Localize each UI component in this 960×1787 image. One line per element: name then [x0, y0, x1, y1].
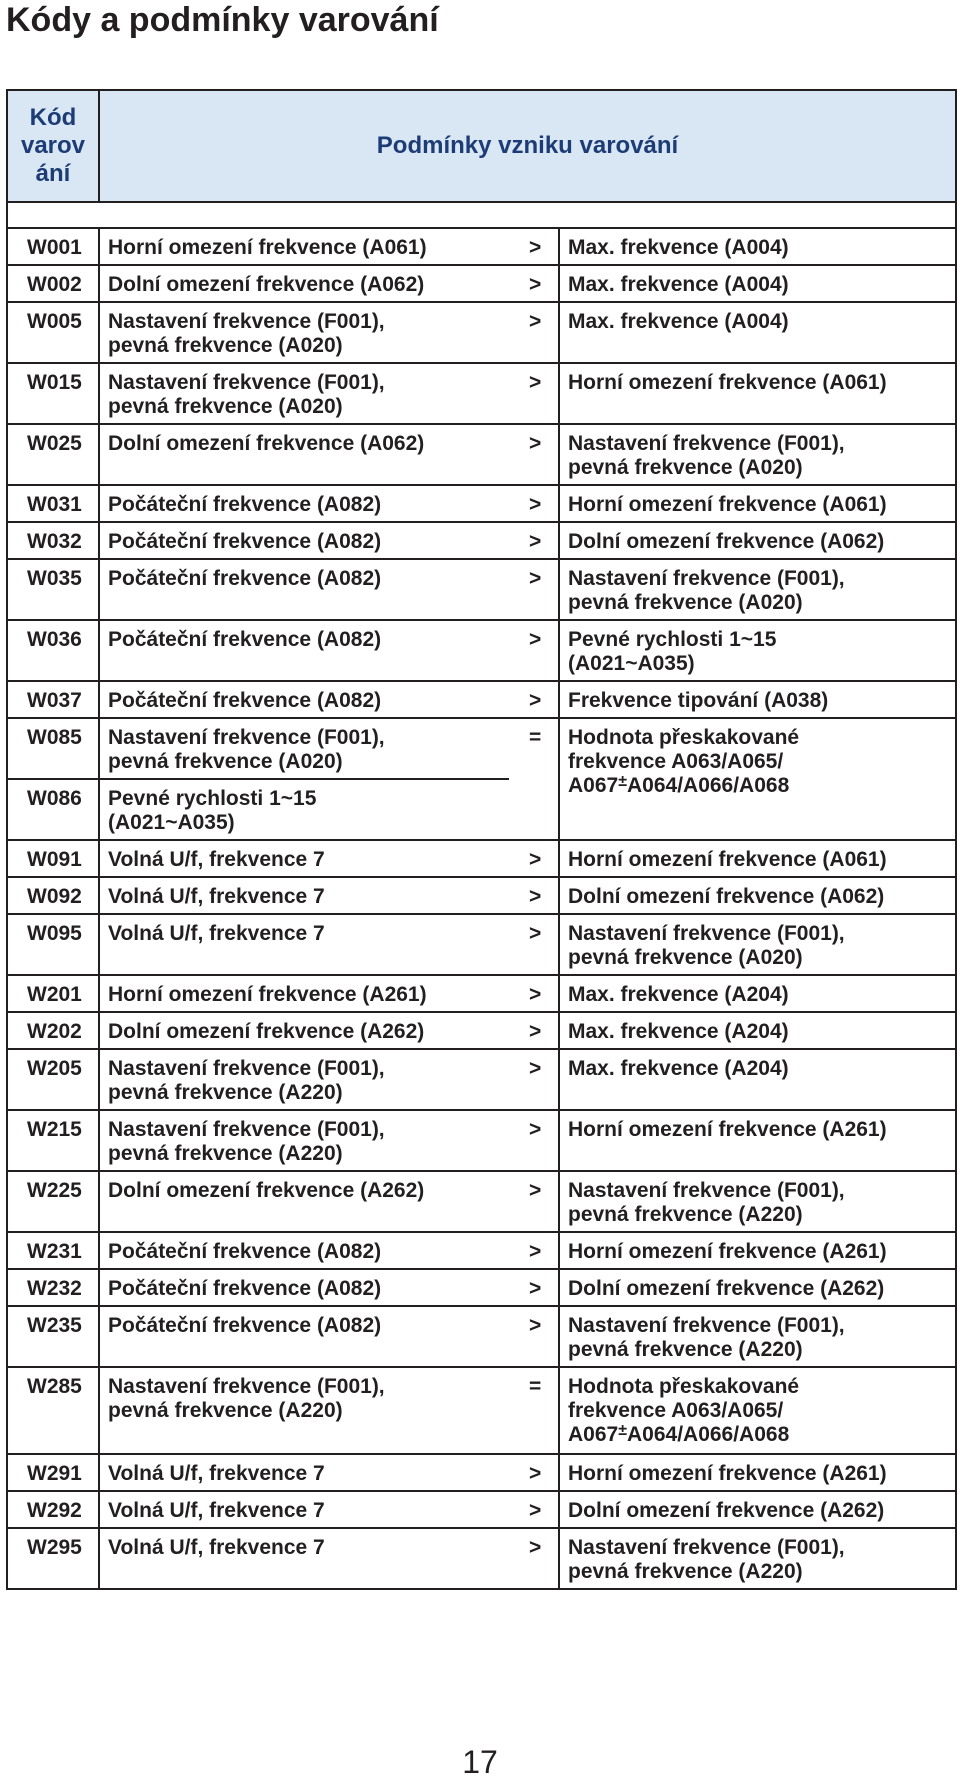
warning-rows [7, 228, 956, 1589]
condition-text: Počáteční frekvence (A082) [99, 1306, 509, 1367]
warning-code: W002 [7, 265, 99, 302]
comparison-operator: > [509, 1528, 559, 1589]
comparison-operator: > [509, 1269, 559, 1306]
limit-value: Nastavení frekvence (F001), pevná frekvence (A020) [559, 559, 956, 620]
warning-code: W215 [7, 1110, 99, 1171]
condition-text: Horní omezení frekvence (A061) [99, 228, 509, 265]
plus-minus-symbol: ± [618, 773, 627, 790]
table-row [7, 1232, 956, 1269]
limit-value: Max. frekvence (A204) [559, 1012, 956, 1049]
limit-value: Max. frekvence (A004) [559, 302, 956, 363]
condition-text: Nastavení frekvence (F001), pevná frekvence (A220) [99, 1049, 509, 1110]
limit-value: Horní omezení frekvence (A061) [559, 363, 956, 424]
comparison-operator: > [509, 1306, 559, 1367]
limit-value-line [568, 1423, 955, 1449]
table-row [7, 1306, 956, 1367]
condition-text: Počáteční frekvence (A082) [99, 559, 509, 620]
limit-value: Max. frekvence (A004) [559, 228, 956, 265]
warning-code: W202 [7, 1012, 99, 1049]
warning-codes-table [6, 89, 957, 1590]
column-header-code: Kód varov ání [7, 90, 99, 202]
condition-text: Nastavení frekvence (F001), pevná frekvence (A020) [99, 718, 509, 779]
limit-value-part: A064/A066/A068 [626, 774, 790, 797]
limit-value-part: A067 [568, 1423, 619, 1446]
warning-code: W235 [7, 1306, 99, 1367]
warning-code: W005 [7, 302, 99, 363]
table-row [7, 975, 956, 1012]
limit-value: Nastavení frekvence (F001), pevná frekvence (A220) [559, 1171, 956, 1232]
limit-value-line: frekvence A063/A065/ [568, 750, 784, 773]
comparison-operator: > [509, 1491, 559, 1528]
comparison-operator: > [509, 424, 559, 485]
header-spacer-row [7, 202, 956, 228]
condition-text: Počáteční frekvence (A082) [99, 485, 509, 522]
comparison-operator: > [509, 877, 559, 914]
table-row [7, 877, 956, 914]
limit-value [559, 1367, 956, 1454]
condition-text: Počáteční frekvence (A082) [99, 1232, 509, 1269]
table-row [7, 1110, 956, 1171]
limit-value: Horní omezení frekvence (A261) [559, 1454, 956, 1491]
table-row [7, 363, 956, 424]
comparison-operator: > [509, 363, 559, 424]
comparison-operator: > [509, 840, 559, 877]
table-row [7, 620, 956, 681]
comparison-operator: > [509, 914, 559, 975]
table-row [7, 1269, 956, 1306]
limit-value: Dolní omezení frekvence (A262) [559, 1269, 956, 1306]
limit-value-line: Hodnota přeskakované [568, 726, 800, 749]
limit-value: Nastavení frekvence (F001), pevná frekvence (A020) [559, 914, 956, 975]
comparison-operator: > [509, 975, 559, 1012]
condition-text: Dolní omezení frekvence (A062) [99, 424, 509, 485]
warning-code: W285 [7, 1367, 99, 1454]
limit-value-part: A067 [568, 774, 619, 797]
warning-code: W095 [7, 914, 99, 975]
condition-text: Dolní omezení frekvence (A262) [99, 1012, 509, 1049]
table-row [7, 265, 956, 302]
comparison-operator: > [509, 1232, 559, 1269]
limit-value: Nastavení frekvence (F001), pevná frekvence (A220) [559, 1306, 956, 1367]
warning-code: W232 [7, 1269, 99, 1306]
warning-code: W292 [7, 1491, 99, 1528]
warning-code: W037 [7, 681, 99, 718]
limit-value: Dolní omezení frekvence (A062) [559, 877, 956, 914]
comparison-operator: > [509, 1012, 559, 1049]
limit-value: Dolní omezení frekvence (A262) [559, 1491, 956, 1528]
table-row [7, 522, 956, 559]
condition-text: Nastavení frekvence (F001), pevná frekvence (A020) [99, 363, 509, 424]
condition-text: Nastavení frekvence (F001), pevná frekvence (A220) [99, 1367, 509, 1454]
limit-value-part: A064/A066/A068 [626, 1423, 790, 1446]
comparison-operator: > [509, 1454, 559, 1491]
condition-text: Pevné rychlosti 1~15 (A021~A035) [99, 779, 509, 840]
condition-text: Nastavení frekvence (F001), pevná frekvence (A220) [99, 1110, 509, 1171]
column-header-conditions: Podmínky vzniku varování [99, 90, 956, 202]
warning-code: W231 [7, 1232, 99, 1269]
table-row [7, 840, 956, 877]
limit-value: Horní omezení frekvence (A061) [559, 840, 956, 877]
limit-value: Nastavení frekvence (F001), pevná frekvence (A220) [559, 1528, 956, 1589]
condition-text: Volná U/f, frekvence 7 [99, 877, 509, 914]
warning-code: W086 [7, 779, 99, 840]
table-row [7, 1454, 956, 1491]
condition-text: Dolní omezení frekvence (A262) [99, 1171, 509, 1232]
condition-text: Dolní omezení frekvence (A062) [99, 265, 509, 302]
limit-value: Horní omezení frekvence (A261) [559, 1232, 956, 1269]
limit-value: Pevné rychlosti 1~15 (A021~A035) [559, 620, 956, 681]
plus-minus-symbol: ± [618, 1422, 627, 1439]
warning-code: W201 [7, 975, 99, 1012]
condition-text: Počáteční frekvence (A082) [99, 681, 509, 718]
warning-code: W205 [7, 1049, 99, 1110]
table-row [7, 302, 956, 363]
limit-value: Horní omezení frekvence (A261) [559, 1110, 956, 1171]
table-row [7, 228, 956, 265]
table-row [7, 1367, 956, 1454]
comparison-operator: > [509, 265, 559, 302]
warning-code: W032 [7, 522, 99, 559]
warning-code: W092 [7, 877, 99, 914]
warning-code: W031 [7, 485, 99, 522]
comparison-operator: = [509, 718, 559, 840]
comparison-operator: > [509, 1171, 559, 1232]
table-row [7, 1171, 956, 1232]
comparison-operator: > [509, 302, 559, 363]
limit-value-line: frekvence A063/A065/ [568, 1399, 784, 1422]
warning-code: W295 [7, 1528, 99, 1589]
limit-value: Max. frekvence (A204) [559, 975, 956, 1012]
page-number: 17 [462, 1744, 498, 1780]
condition-text: Volná U/f, frekvence 7 [99, 840, 509, 877]
limit-value-line: Hodnota přeskakované [568, 1375, 800, 1398]
table-row [7, 424, 956, 485]
condition-text: Počáteční frekvence (A082) [99, 620, 509, 681]
warning-code: W085 [7, 718, 99, 779]
limit-value: Horní omezení frekvence (A061) [559, 485, 956, 522]
table-row [7, 1491, 956, 1528]
warning-code: W291 [7, 1454, 99, 1491]
comparison-operator: > [509, 228, 559, 265]
warning-code: W091 [7, 840, 99, 877]
condition-text: Volná U/f, frekvence 7 [99, 914, 509, 975]
limit-value [559, 718, 956, 840]
condition-text: Volná U/f, frekvence 7 [99, 1454, 509, 1491]
table-row [7, 1049, 956, 1110]
table-row [7, 681, 956, 718]
warning-code: W036 [7, 620, 99, 681]
warning-code: W001 [7, 228, 99, 265]
warning-code: W025 [7, 424, 99, 485]
limit-value: Nastavení frekvence (F001), pevná frekvence (A020) [559, 424, 956, 485]
condition-text: Nastavení frekvence (F001), pevná frekvence (A020) [99, 302, 509, 363]
warning-code: W015 [7, 363, 99, 424]
comparison-operator: > [509, 681, 559, 718]
limit-value: Max. frekvence (A004) [559, 265, 956, 302]
condition-text: Počáteční frekvence (A082) [99, 1269, 509, 1306]
condition-text: Volná U/f, frekvence 7 [99, 1528, 509, 1589]
warning-code: W035 [7, 559, 99, 620]
table-row [7, 914, 956, 975]
comparison-operator: > [509, 1110, 559, 1171]
condition-text: Počáteční frekvence (A082) [99, 522, 509, 559]
warning-code: W225 [7, 1171, 99, 1232]
comparison-operator: > [509, 522, 559, 559]
table-row [7, 1528, 956, 1589]
limit-value-line [568, 774, 955, 800]
table-row [7, 718, 956, 779]
limit-value: Dolní omezení frekvence (A062) [559, 522, 956, 559]
condition-text: Horní omezení frekvence (A261) [99, 975, 509, 1012]
limit-value: Max. frekvence (A204) [559, 1049, 956, 1110]
comparison-operator: > [509, 559, 559, 620]
table-row [7, 485, 956, 522]
limit-value: Frekvence tipování (A038) [559, 681, 956, 718]
comparison-operator: > [509, 620, 559, 681]
condition-text: Volná U/f, frekvence 7 [99, 1491, 509, 1528]
comparison-operator: = [509, 1367, 559, 1454]
comparison-operator: > [509, 1049, 559, 1110]
page-title: Kódy a podmínky varování [6, 1, 439, 39]
table-row [7, 559, 956, 620]
table-row [7, 1012, 956, 1049]
comparison-operator: > [509, 485, 559, 522]
